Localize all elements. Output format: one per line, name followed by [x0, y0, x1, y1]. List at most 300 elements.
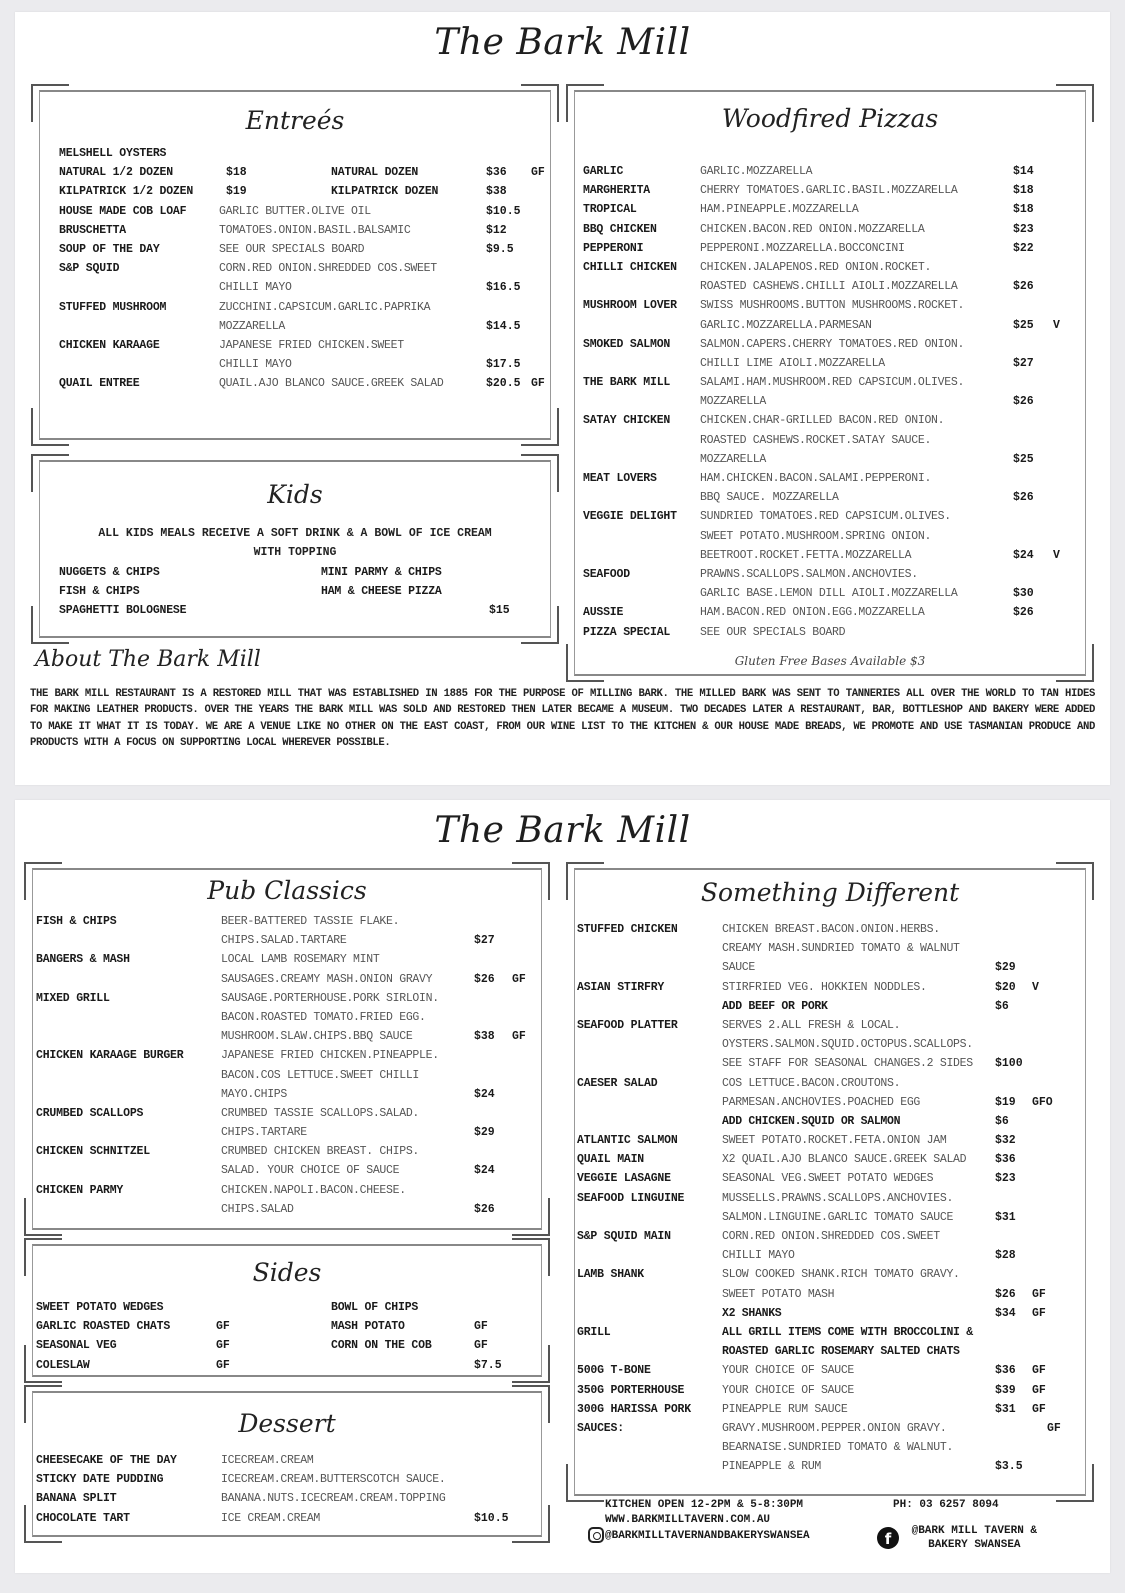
item-description: SAUCE — [722, 961, 756, 975]
menu-item-line — [36, 1161, 546, 1180]
item-name: 350G PORTERHOUSE — [577, 1383, 685, 1397]
item-price: $10.5 — [474, 1511, 509, 1525]
item-price: $14 — [1013, 165, 1034, 178]
item-description: CORN.RED ONION.SHREDDED COS.SWEET — [722, 1230, 940, 1243]
item-price: $29 — [995, 961, 1016, 975]
item-name: QUAIL ENTREE — [59, 377, 140, 391]
item-description: HAM.CHICKEN.BACON.SALAMI.PEPPERONI. — [700, 472, 932, 485]
menu-page-2 — [15, 800, 1110, 1573]
item-description: MOZZARELLA — [700, 395, 767, 409]
item-name: PEPPERONI — [583, 241, 644, 255]
item-name: MEAT LOVERS — [583, 472, 657, 485]
item-description: ADD CHICKEN.SQUID OR SALMON — [722, 1114, 901, 1128]
item-description: BEER-BATTERED TASSIE FLAKE. — [221, 915, 400, 928]
item-description: BACON.ROASTED TOMATO.FRIED EGG. — [221, 1010, 426, 1024]
item-price: $25 — [1013, 452, 1034, 466]
item-name: CHICKEN SCHNITZEL — [36, 1145, 150, 1159]
menu-item-line — [59, 278, 559, 297]
menu-item-line — [583, 488, 1083, 507]
about-text: THE BARK MILL RESTAURANT IS A RESTORED MILL THAT WAS ESTABLISHED IN 1885 FOR THE PURPOSE OF MILLING BARK. THE MILLED BARK WAS SENT TO TANNERIES ALL OVER THE WORLD TO TAN HIDES FOR MAKING LEATHER PRODUCTS. OVER THE YEARS THE BARK MILL WAS SOLD AND RESTORED THEN LATER BECAME A MUSEUM. TWO DECADES LATER A RESTAURANT, BAR, BOTTLESHOP AND BAKERY WERE ADDED TO MAKE IT WHAT IT IS TODAY. WE ARE A VENUE LIKE NO OTHER ON THE EAST COAST, FROM OUR WINE LIST TO THE KITCHEN & OUR HOUSE MADE BREADS, WE PROMOTE AND USE TASMANIAN PRODUCE AND PRODUCTS WITH A FOCUS ON SUPPORTING LOCAL WHEREVER POSSIBLE. — [30, 688, 1095, 750]
menu-item-line — [583, 623, 1083, 642]
item-price: $36 — [995, 1364, 1016, 1378]
item-description: GARLIC BUTTER.OLIVE OIL — [219, 204, 371, 218]
item-name: FISH & CHIPS — [36, 915, 117, 928]
item-description: SALAD. YOUR CHOICE OF SAUCE — [221, 1164, 400, 1178]
oysters-heading: MELSHELL OYSTERS — [59, 147, 167, 160]
item-price: $36 — [995, 1153, 1016, 1167]
item-description: CRUMBED CHICKEN BREAST. CHIPS. — [221, 1145, 420, 1159]
item-description: COS LETTUCE.BACON.CROUTONS. — [722, 1076, 901, 1090]
item-description: PINEAPPLE RUM SAUCE — [722, 1402, 848, 1416]
item-description: HAM.BACON.RED ONION.EGG.MOZZARELLA — [700, 606, 925, 620]
facebook-handle[interactable] — [877, 1524, 1037, 1552]
menu-item — [59, 163, 559, 182]
menu-item-line — [59, 240, 559, 259]
item-description: BACON.COS LETTUCE.SWEET CHILLI — [221, 1068, 420, 1082]
entrees-list — [59, 144, 559, 393]
menu-item-line — [577, 1208, 1087, 1227]
menu-item-line — [59, 336, 559, 355]
item-name: VEGGIE DELIGHT — [583, 510, 677, 524]
item-name: CHOCOLATE TART — [36, 1511, 130, 1525]
item-description: X2 SHANKS — [722, 1306, 782, 1320]
menu-item-line — [577, 920, 1087, 939]
kitchen-hours: KITCHEN OPEN 12-2PM & 5-8:30PM — [605, 1499, 804, 1511]
pizzas-section — [566, 84, 1094, 682]
menu-item-line — [577, 1131, 1087, 1150]
kids-note: ALL KIDS MEALS RECEIVE A SOFT DRINK & A BOWL OF ICE CREAM WITH TOPPING — [98, 527, 492, 560]
menu-item-line — [577, 1112, 1087, 1131]
menu-item-line — [577, 978, 1087, 997]
item-description: CHICKEN.CHAR-GRILLED BACON.RED ONION. — [700, 414, 945, 428]
item-description: TOMATOES.ONION.BASIL.BALSAMIC — [219, 223, 411, 237]
item-description: GARLIC BASE.LEMON DILL AIOLI.MOZZARELLA — [700, 587, 958, 601]
item-price: $26 — [474, 972, 495, 986]
menu-item-line — [577, 1342, 1087, 1361]
menu-item-line — [583, 296, 1083, 315]
menu-item-line — [59, 374, 559, 393]
menu-item-line — [577, 1189, 1087, 1208]
item-price: $19 — [995, 1095, 1016, 1109]
menu-item-line — [577, 1400, 1087, 1419]
side-item: CORN ON THE COB — [331, 1339, 432, 1353]
item-description: CHILLI LIME AIOLI.MOZZARELLA — [700, 356, 885, 370]
facebook-icon: f — [877, 1527, 899, 1549]
item-name: SMOKED SALMON — [583, 337, 671, 351]
item-description: SEASONAL VEG.SWEET POTATO WEDGES — [722, 1172, 934, 1186]
entrees-section — [31, 84, 559, 446]
side-item: BOWL OF CHIPS — [331, 1301, 419, 1314]
item-description: YOUR CHOICE OF SAUCE — [722, 1364, 855, 1378]
item-price: $6 — [995, 1114, 1009, 1128]
item-name: STICKY DATE PUDDING — [36, 1473, 164, 1487]
item-description: PRAWNS.SCALLOPS.SALMON.ANCHOVIES. — [700, 567, 918, 581]
phone-number: PH: 03 6257 8094 — [893, 1499, 999, 1511]
item-name: S&P SQUID — [59, 262, 120, 276]
item-price: $34 — [995, 1306, 1016, 1320]
item-description: ROASTED GARLIC ROSEMARY SALTED CHATS — [722, 1345, 960, 1359]
item-description: SWISS MUSHROOMS.BUTTON MUSHROOMS.ROCKET. — [700, 299, 965, 313]
item-price: $38 — [474, 1030, 495, 1044]
side-item: MASH POTATO — [331, 1320, 405, 1334]
item-price: $24 — [474, 1164, 495, 1178]
item-description: SERVES 2.ALL FRESH & LOCAL. — [722, 1018, 901, 1032]
item-description: ROASTED CASHEWS.ROCKET.SATAY SAUCE. — [700, 433, 932, 447]
item-description: CHERRY TOMATOES.GARLIC.BASIL.MOZZARELLA — [700, 184, 958, 198]
item-name: 500G T-BONE — [577, 1364, 651, 1378]
item-description: PEPPERONI.MOZZARELLA.BOCCONCINI — [700, 241, 905, 255]
item-description: X2 QUAIL.AJO BLANCO SAUCE.GREEK SALAD — [722, 1153, 967, 1167]
item-price: $18 — [1013, 203, 1034, 217]
menu-item — [59, 182, 559, 201]
menu-item-line — [36, 1046, 546, 1065]
facebook-handle-line: @BARK MILL TAVERN & — [911, 1525, 1038, 1537]
menu-item-line — [36, 1027, 546, 1046]
item-description: QUAIL.AJO BLANCO SAUCE.GREEK SALAD — [219, 377, 444, 391]
item-price: $14.5 — [486, 319, 521, 333]
menu-item-line — [577, 1246, 1087, 1265]
item-description: CHILLI MAYO — [722, 1249, 795, 1263]
pub-classics-list — [36, 912, 546, 1219]
item-price: $32 — [995, 1134, 1016, 1148]
item-name: GARLIC — [583, 165, 624, 178]
dietary-tag: GF — [1032, 1306, 1046, 1320]
item-name: SEAFOOD PLATTER — [577, 1018, 678, 1032]
item-description: BEETROOT.ROCKET.FETTA.MOZZARELLA — [700, 548, 912, 562]
menu-item-line — [583, 411, 1083, 430]
item-price: $26 — [1013, 491, 1034, 505]
item-price: $20 — [995, 980, 1016, 994]
item-description: ICECREAM.CREAM.BUTTERSCOTCH SAUCE. — [221, 1473, 446, 1487]
menu-item-line — [583, 507, 1083, 526]
side-item: COLESLAW — [36, 1358, 90, 1372]
menu-item-line — [577, 1265, 1087, 1284]
item-description: ICE CREAM.CREAM — [221, 1511, 321, 1525]
menu-item-line — [577, 1304, 1087, 1323]
dietary-tag: V — [1032, 980, 1039, 994]
menu-item-line — [583, 565, 1083, 584]
website-link[interactable]: WWW.BARKMILLTAVERN.COM.AU — [605, 1514, 771, 1526]
dietary-tag: GF — [531, 377, 545, 391]
item-description: CHICKEN.NAPOLI.BACON.CHEESE. — [221, 1183, 406, 1197]
dessert-section — [24, 1385, 550, 1543]
item-price: $19 — [226, 185, 247, 199]
menu-item-line — [36, 931, 546, 950]
item-description: GARLIC.MOZZARELLA.PARMESAN — [700, 318, 872, 332]
item-name: THE BARK MILL — [583, 376, 671, 390]
item-price: $30 — [1013, 587, 1034, 601]
menu-item-line — [59, 298, 559, 317]
menu-item-line — [577, 958, 1087, 977]
kids-item: HAM & CHEESE PIZZA — [321, 585, 442, 599]
menu-item-line — [36, 989, 546, 1008]
item-name: LAMB SHANK — [577, 1268, 645, 1282]
item-name: CHICKEN PARMY — [36, 1183, 124, 1197]
item-price: $18 — [1013, 184, 1034, 198]
item-name: CRUMBED SCALLOPS — [36, 1106, 144, 1120]
menu-item-line — [577, 1035, 1087, 1054]
item-name: MUSHROOM LOVER — [583, 299, 677, 313]
item-price: $10.5 — [486, 204, 521, 218]
item-description: SWEET POTATO MASH — [722, 1287, 835, 1301]
item-name: QUAIL MAIN — [577, 1153, 645, 1167]
item-description: GRAVY.MUSHROOM.PEPPER.ONION GRAVY. — [722, 1421, 947, 1435]
menu-item-line — [36, 1298, 546, 1317]
section-title: Woodfired Pizzas — [721, 104, 939, 133]
item-description: CHIPS.SALAD.TARTARE — [221, 934, 347, 948]
item-price: $28 — [995, 1249, 1016, 1263]
menu-item-line — [36, 1181, 546, 1200]
dietary-tag: V — [1053, 548, 1060, 562]
item-description: HAM.PINEAPPLE.MOZZARELLA — [700, 203, 859, 217]
item-description: BANANA.NUTS.ICECREAM.CREAM.TOPPING — [221, 1492, 446, 1506]
item-price: $20.5 — [486, 377, 521, 391]
section-title: Kids — [267, 480, 323, 509]
item-price: $39 — [995, 1383, 1016, 1397]
menu-item-line — [577, 1074, 1087, 1093]
menu-item-line — [577, 1169, 1087, 1188]
menu-item-line — [583, 431, 1083, 450]
side-item: SWEET POTATO WEDGES — [36, 1301, 164, 1314]
dietary-tag: GF — [531, 166, 545, 180]
dessert-list — [36, 1451, 546, 1528]
dietary-tag: GF — [216, 1358, 230, 1372]
section-title: Entreés — [245, 106, 345, 135]
item-description: YOUR CHOICE OF SAUCE — [722, 1383, 855, 1397]
item-name: CHICKEN KARAAGE BURGER — [36, 1049, 184, 1063]
dietary-tag: GF — [512, 972, 526, 986]
menu-item-line — [577, 1054, 1087, 1073]
item-name: AUSSIE — [583, 606, 624, 620]
item-description: LOCAL LAMB ROSEMARY MINT — [221, 953, 380, 967]
item-description: OYSTERS.SALMON.SQUID.OCTOPUS.SCALLOPS. — [722, 1038, 973, 1052]
menu-item-line — [583, 469, 1083, 488]
item-price: $26 — [1013, 606, 1034, 620]
item-price: $24 — [474, 1087, 495, 1101]
menu-item-line — [583, 335, 1083, 354]
menu-item-line — [577, 1150, 1087, 1169]
item-description: SWEET POTATO.MUSHROOM.SPRING ONION. — [700, 529, 932, 543]
dietary-tag: GF — [216, 1320, 230, 1334]
item-price: $36 — [486, 166, 507, 180]
menu-item-line — [59, 355, 559, 374]
item-name: SAUCES: — [577, 1421, 624, 1435]
menu-item-line — [583, 450, 1083, 469]
item-price: $26 — [1013, 395, 1034, 409]
menu-item-line — [583, 527, 1083, 546]
item-price: $23 — [1013, 222, 1034, 236]
item-price: $18 — [226, 166, 247, 180]
item-name: CHILLI CHICKEN — [583, 260, 677, 274]
brand-title: The Bark Mill — [434, 22, 691, 63]
menu-item-line — [36, 1008, 546, 1027]
kids-price: $15 — [489, 604, 510, 618]
item-name: MIXED GRILL — [36, 991, 110, 1005]
side-item: GARLIC ROASTED CHATS — [36, 1320, 171, 1334]
gluten-free-note: Gluten Free Bases Available $3 — [734, 654, 926, 668]
item-name: SATAY CHICKEN — [583, 414, 671, 428]
menu-item-line — [36, 970, 546, 989]
item-name: PIZZA SPECIAL — [583, 625, 671, 639]
item-price: $31 — [995, 1210, 1016, 1224]
item-description: ALL GRILL ITEMS COME WITH BROCCOLINI & — [722, 1325, 973, 1339]
dietary-tag: GF — [1032, 1383, 1046, 1397]
item-description: ADD BEEF OR PORK — [722, 999, 828, 1013]
something-different-section — [566, 862, 1094, 1502]
item-description: CHILLI MAYO — [219, 358, 292, 372]
menu-item-line — [583, 546, 1083, 565]
item-description: SWEET POTATO.ROCKET.FETA.ONION JAM — [722, 1134, 947, 1148]
about-title: About The Bark Mill — [35, 647, 261, 672]
item-price: $3.5 — [995, 1460, 1023, 1474]
item-price: $23 — [995, 1172, 1016, 1186]
menu-item-line — [583, 181, 1083, 200]
instagram-handle[interactable] — [588, 1527, 810, 1543]
item-description: CHICKEN.BACON.RED ONION.MOZZARELLA — [700, 222, 925, 236]
menu-item-line — [577, 1457, 1087, 1476]
sides-list — [36, 1298, 546, 1375]
item-description: STIRFRIED VEG. HOKKIEN NODDLES. — [722, 980, 927, 994]
menu-item-line — [577, 1361, 1087, 1380]
dietary-tag: GF — [512, 1030, 526, 1044]
item-description: MAYO.CHIPS — [221, 1087, 288, 1101]
item-price: $100 — [995, 1057, 1023, 1071]
sides-section — [24, 1238, 550, 1383]
item-description: MOZZARELLA — [700, 452, 767, 466]
menu-item-line — [36, 1451, 546, 1470]
item-description: JAPANESE FRIED CHICKEN.SWEET — [219, 338, 404, 352]
dietary-tag: GF — [474, 1320, 488, 1334]
something-different-list — [577, 920, 1087, 1476]
menu-item-line — [36, 1336, 546, 1355]
item-name: S&P SQUID MAIN — [577, 1230, 671, 1243]
dietary-tag: GFO — [1032, 1095, 1053, 1109]
menu-item-line — [583, 277, 1083, 296]
menu-item-line — [577, 1285, 1087, 1304]
side-item: SEASONAL VEG — [36, 1339, 117, 1353]
menu-item-line — [583, 316, 1083, 335]
item-description: ICECREAM.CREAM — [221, 1454, 314, 1467]
item-price: $12 — [486, 223, 507, 237]
menu-item-line — [583, 373, 1083, 392]
item-name: CHICKEN KARAAGE — [59, 338, 160, 352]
menu-item-line — [36, 950, 546, 969]
dietary-tag: $7.5 — [474, 1358, 502, 1372]
item-description: ZUCCHINI.CAPSICUM.GARLIC.PAPRIKA — [219, 300, 431, 314]
item-name: KILPATRICK DOZEN — [331, 185, 439, 199]
item-description: MUSSELLS.PRAWNS.SCALLOPS.ANCHOVIES. — [722, 1191, 954, 1205]
menu-item-line — [577, 1227, 1087, 1246]
item-name: 300G HARISSA PORK — [577, 1402, 691, 1416]
dietary-tag: GF — [216, 1339, 230, 1353]
menu-item-line — [36, 1470, 546, 1489]
menu-item-line — [36, 1356, 546, 1375]
item-price: $38 — [486, 185, 507, 199]
item-description: SALAMI.HAM.MUSHROOM.RED CAPSICUM.OLIVES. — [700, 376, 965, 390]
item-price: $26 — [995, 1287, 1016, 1301]
section-title: Dessert — [238, 1409, 336, 1438]
menu-item-line — [36, 1489, 546, 1508]
menu-item-line — [36, 912, 546, 931]
menu-item-line — [577, 1093, 1087, 1112]
item-description: CRUMBED TASSIE SCALLOPS.SALAD. — [221, 1106, 420, 1120]
instagram-icon — [588, 1527, 604, 1543]
item-name: NATURAL DOZEN — [331, 166, 419, 180]
menu-item-line — [36, 1509, 546, 1528]
menu-item-line — [583, 220, 1083, 239]
item-name: BANGERS & MASH — [36, 953, 130, 967]
pizzas-list — [583, 162, 1083, 642]
dietary-tag: V — [1053, 318, 1060, 332]
kids-item: MINI PARMY & CHIPS — [321, 566, 442, 579]
item-price: $25 — [1013, 318, 1034, 332]
item-description: PARMESAN.ANCHOVIES.POACHED EGG — [722, 1095, 921, 1109]
menu-item-line — [36, 1066, 546, 1085]
item-description: GARLIC.MOZZARELLA — [700, 165, 813, 178]
item-description: SALMON.CAPERS.CHERRY TOMATOES.RED ONION. — [700, 337, 965, 351]
menu-page-1 — [15, 12, 1110, 785]
item-description: BBQ SAUCE. MOZZARELLA — [700, 491, 839, 505]
menu-item-line — [577, 1438, 1087, 1457]
item-price: $31 — [995, 1402, 1016, 1416]
menu-item-line — [36, 1104, 546, 1123]
item-description: CHIPS.TARTARE — [221, 1126, 307, 1140]
section-title: Sides — [252, 1258, 322, 1287]
item-description: SUNDRIED TOMATOES.RED CAPSICUM.OLIVES. — [700, 510, 951, 524]
dietary-tag: GF — [474, 1339, 488, 1353]
menu-item-line — [583, 239, 1083, 258]
menu-item-line — [36, 1085, 546, 1104]
item-description: SLOW COOKED SHANK.RICH TOMATO GRAVY. — [722, 1268, 960, 1282]
item-price: $17.5 — [486, 358, 521, 372]
section-title: Something Different — [700, 878, 960, 907]
item-description: CHICKEN BREAST.BACON.ONION.HERBS. — [722, 923, 940, 936]
kids-item: FISH & CHIPS — [59, 585, 140, 599]
item-name: BBQ CHICKEN — [583, 222, 657, 236]
item-description: ROASTED CASHEWS.CHILLI AIOLI.MOZZARELLA — [700, 280, 958, 294]
item-price: $16.5 — [486, 281, 521, 295]
item-name: BANANA SPLIT — [36, 1492, 117, 1506]
dietary-tag: GF — [1032, 1402, 1046, 1416]
dietary-tag: GF — [1032, 1287, 1046, 1301]
section-title: Pub Classics — [207, 876, 367, 905]
menu-item-line — [36, 1317, 546, 1336]
dietary-tag: GF — [1032, 1364, 1046, 1378]
item-price: $26 — [474, 1202, 495, 1216]
brand-title: The Bark Mill — [434, 810, 691, 851]
facebook-handle-line: BAKERY SWANSEA — [928, 1539, 1021, 1551]
item-name: STUFFED MUSHROOM — [59, 300, 167, 314]
item-description: CREAMY MASH.SUNDRIED TOMATO & WALNUT — [722, 942, 960, 956]
item-name: NATURAL 1/2 DOZEN — [59, 166, 173, 180]
menu-item-line — [577, 1419, 1087, 1438]
menu-item-line — [583, 603, 1083, 622]
item-description: SALMON.LINGUINE.GARLIC TOMATO SAUCE — [722, 1210, 954, 1224]
menu-item-line — [583, 258, 1083, 277]
item-description: SEE OUR SPECIALS BOARD — [700, 625, 846, 639]
menu-item-line — [583, 162, 1083, 181]
menu-item-line — [59, 317, 559, 336]
item-price: $22 — [1013, 241, 1034, 255]
item-description: SEE OUR SPECIALS BOARD — [219, 242, 365, 256]
item-name: MARGHERITA — [583, 184, 651, 198]
item-price: $27 — [1013, 356, 1034, 370]
item-price: $26 — [1013, 280, 1034, 294]
item-price: $24 — [1013, 548, 1034, 562]
item-name: TROPICAL — [583, 203, 637, 217]
item-price: $29 — [474, 1126, 495, 1140]
item-description: SEE STAFF FOR SEASONAL CHANGES.2 SIDES — [722, 1057, 973, 1071]
